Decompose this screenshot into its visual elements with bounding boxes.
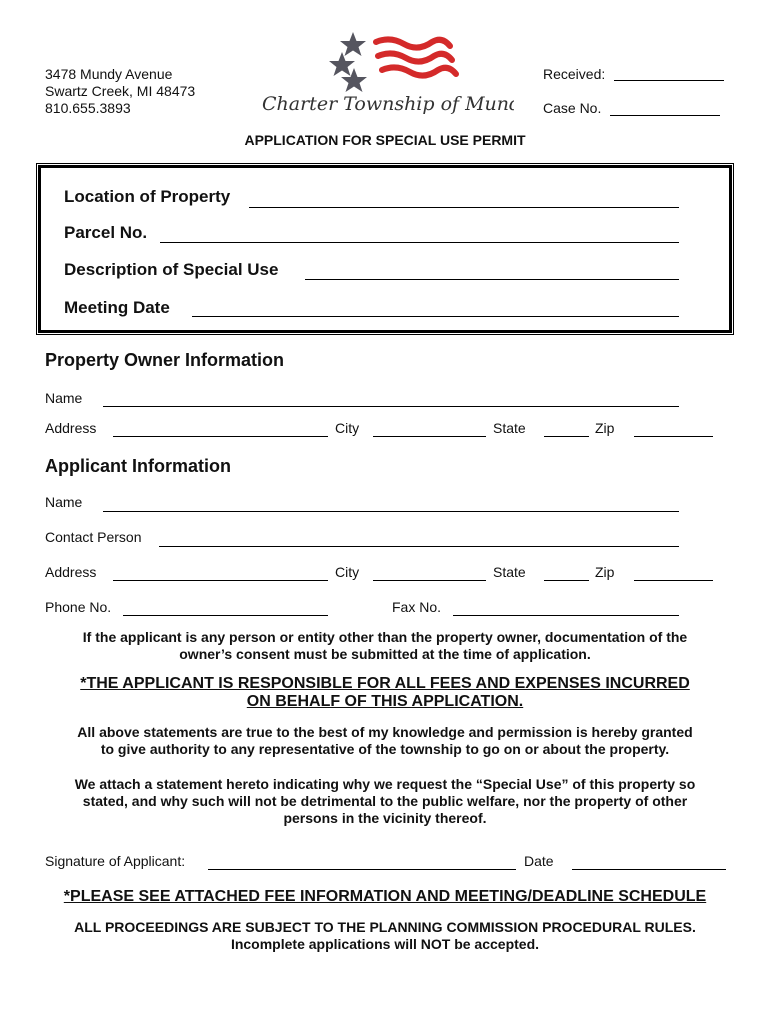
description-label: Description of Special Use xyxy=(64,260,279,279)
owner-address-label: Address xyxy=(45,420,97,436)
fax-label: Fax No. xyxy=(392,599,442,615)
applicant-zip-label: Zip xyxy=(595,564,615,580)
applicant-name-input-line[interactable] xyxy=(103,511,679,512)
description-input-line[interactable] xyxy=(305,279,679,280)
consent-line-2: owner’s consent must be submitted at the time of application. xyxy=(179,646,591,662)
statement-line-1: All above statements are true to the best of my knowledge and permission is hereby granted xyxy=(77,724,693,740)
applicant-state-label: State xyxy=(493,564,526,580)
consent-notice xyxy=(30,629,740,663)
owner-name-input-line[interactable] xyxy=(103,406,679,407)
contact-person-input-line[interactable] xyxy=(159,546,679,547)
incomplete-line: Incomplete applications will NOT be accepted. xyxy=(230,936,540,952)
owner-heading: Property Owner Information xyxy=(45,350,285,370)
contact-person-label: Contact Person xyxy=(45,529,142,545)
proceedings-notice xyxy=(30,919,740,953)
signature-input-line[interactable] xyxy=(208,869,516,870)
address-line-2: Swartz Creek, MI 48473 xyxy=(45,83,196,99)
applicant-state-input-line[interactable] xyxy=(544,580,589,581)
parcel-input-line[interactable] xyxy=(160,242,679,243)
received-input-line[interactable] xyxy=(614,80,724,81)
flag-stripes-icon xyxy=(376,39,456,75)
owner-address-input-line[interactable] xyxy=(113,436,328,437)
applicant-name-label: Name xyxy=(45,494,83,510)
statement-line-2: to give authority to any representative of the township to go on or about the property. xyxy=(100,741,670,757)
fees-line-2: ON BEHALF OF THIS APPLICATION. xyxy=(246,693,524,710)
owner-state-input-line[interactable] xyxy=(544,436,589,437)
attach-line-2: stated, and why such will not be detrimental to the public welfare, nor the property of other xyxy=(82,793,688,809)
attach-notice xyxy=(30,776,740,827)
logo-text: Charter Township of Mundy xyxy=(262,93,514,115)
date-input-line[interactable] xyxy=(572,869,726,870)
address-line-1: 3478 Mundy Avenue xyxy=(45,66,173,82)
case-label: Case No. xyxy=(543,100,602,116)
proceedings-line: ALL PROCEEDINGS ARE SUBJECT TO THE PLANNING COMMISSION PROCEDURAL RULES. xyxy=(74,919,696,935)
date-label: Date xyxy=(524,853,554,869)
phone-input-line[interactable] xyxy=(123,615,328,616)
applicant-address-input-line[interactable] xyxy=(113,580,328,581)
location-input-line[interactable] xyxy=(249,207,679,208)
applicant-heading: Applicant Information xyxy=(45,456,231,476)
meeting-date-label: Meeting Date xyxy=(64,298,170,317)
see-attached-notice: *PLEASE SEE ATTACHED FEE INFORMATION AND MEETING/DEADLINE SCHEDULE xyxy=(63,888,707,905)
fax-input-line[interactable] xyxy=(453,615,679,616)
parcel-label: Parcel No. xyxy=(64,223,148,242)
township-logo xyxy=(258,30,514,122)
owner-state-label: State xyxy=(493,420,526,436)
attach-line-3: persons in the vicinity thereof. xyxy=(283,810,487,826)
statement-notice xyxy=(30,724,740,758)
fees-line-1: *THE APPLICANT IS RESPONSIBLE FOR ALL FEES AND EXPENSES INCURRED xyxy=(80,675,690,692)
phone-number: 810.655.3893 xyxy=(45,100,131,116)
owner-zip-label: Zip xyxy=(595,420,615,436)
attach-line-1: We attach a statement hereto indicating why we request the “Special Use” of this property so xyxy=(74,776,696,792)
township-address xyxy=(45,66,195,117)
case-field xyxy=(543,100,601,116)
meeting-date-input-line[interactable] xyxy=(192,316,679,317)
owner-city-label: City xyxy=(335,420,360,436)
applicant-city-label: City xyxy=(335,564,360,580)
fees-notice xyxy=(30,675,740,711)
location-label: Location of Property xyxy=(64,187,231,206)
stars-icon xyxy=(329,32,367,92)
received-field xyxy=(543,66,605,82)
owner-city-input-line[interactable] xyxy=(373,436,486,437)
applicant-zip-input-line[interactable] xyxy=(634,580,713,581)
owner-zip-input-line[interactable] xyxy=(634,436,713,437)
logo-graphic xyxy=(258,30,514,122)
signature-label: Signature of Applicant: xyxy=(45,853,186,869)
applicant-city-input-line[interactable] xyxy=(373,580,486,581)
phone-label: Phone No. xyxy=(45,599,112,615)
case-input-line[interactable] xyxy=(610,115,720,116)
applicant-address-label: Address xyxy=(45,564,97,580)
received-label: Received: xyxy=(543,66,606,82)
page-title: APPLICATION FOR SPECIAL USE PERMIT xyxy=(244,132,526,148)
consent-line-1: If the applicant is any person or entity other than the property owner, documentation of the xyxy=(82,629,688,645)
owner-name-label: Name xyxy=(45,390,83,406)
